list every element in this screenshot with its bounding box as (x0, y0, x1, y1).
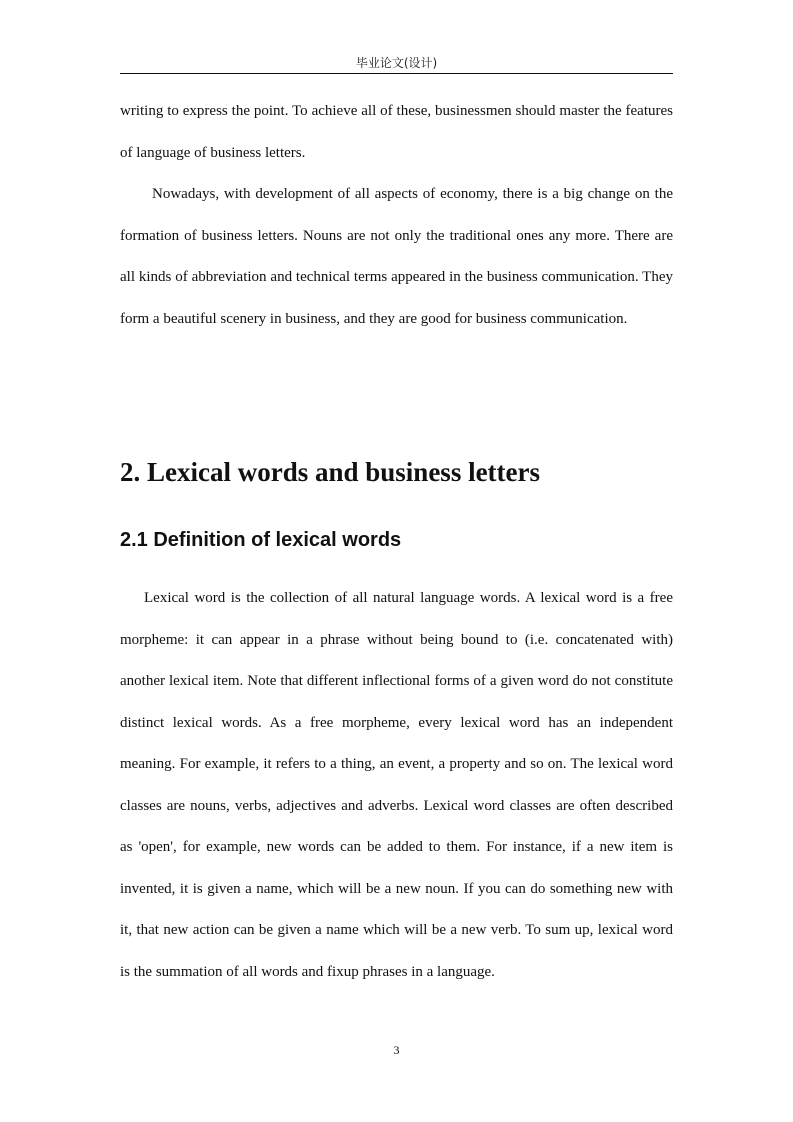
body-paragraph-continuation: writing to express the point. To achieve all of these, businessmen should master the features of language of business letters. (120, 103, 673, 161)
section-heading: 2.1 Definition of lexical words (120, 529, 402, 551)
body-paragraph-definition: Lexical word is the collection of all natural language words. A lexical word is a free morpheme: it can appear in a phrase without being bound to (i.e. concatenated with) another lexical item. Note that different inflectional forms of a given word do not constitute distinct lexical words. As a free morpheme, every lexical word has an independent meaning. For example, it refers to a thing, an event, a property and so on. The lexical word classes are nouns, verbs, adjectives and adverbs. Lexical word classes are often described as 'open', for example, new words can be added to them. For instance, if a new item is invented, it is given a name, which will be a new noun. If you can do something new with it, that new action can be given a name which will be a new verb. To sum up, lexical word is the summation of all words and fixup phrases in a language. (120, 590, 673, 980)
page-number: 3 (393, 1043, 400, 1057)
chapter-heading: 2. Lexical words and business letters (120, 457, 541, 487)
running-header: 毕业论文(设计) (355, 56, 438, 70)
body-paragraph-nowadays: Nowadays, with development of all aspects of economy, there is a big change on the formation of business letters. Nouns are not only the traditional ones any more. There are all kinds of abbreviation and technical terms appeared in the business communication. They form a beautiful scenery in business, and they are good for business communication. (120, 186, 673, 327)
header-divider (120, 73, 673, 74)
